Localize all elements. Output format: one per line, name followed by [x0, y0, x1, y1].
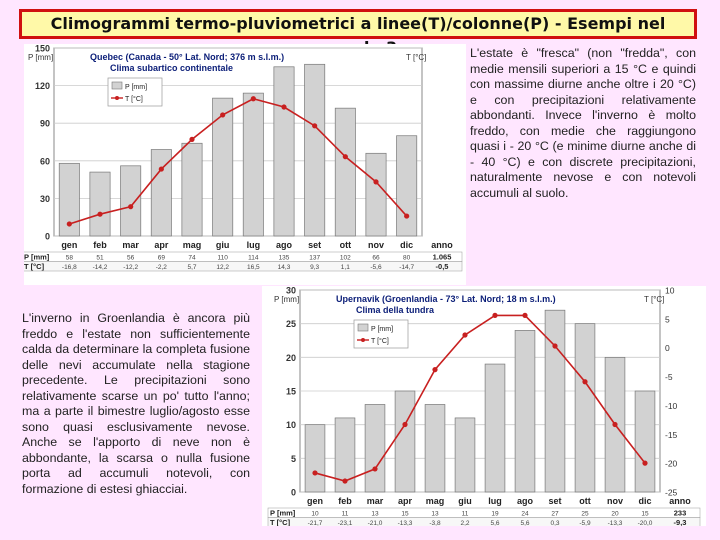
- table-cell: 16,5: [247, 264, 260, 271]
- left-axis-label: P [mm]: [274, 295, 300, 304]
- table-row-label: T [°C]: [24, 262, 45, 271]
- precipitation-bar: [274, 67, 294, 236]
- category-label: feb: [338, 496, 352, 506]
- precipitation-bar: [366, 153, 386, 236]
- annual-header: anno: [669, 496, 691, 506]
- table-cell: 74: [188, 254, 196, 262]
- category-label: mag: [425, 496, 445, 506]
- temperature-point: [281, 104, 286, 109]
- category-label: giu: [215, 240, 230, 250]
- table-cell: 12,2: [216, 264, 229, 271]
- left-tick-label: 30: [285, 286, 296, 296]
- table-cell: -16,8: [61, 264, 77, 271]
- table-row-label: P [mm]: [270, 508, 296, 518]
- table-cell: -23,1: [337, 520, 353, 526]
- table-cell: -5,6: [370, 264, 382, 271]
- temperature-point: [492, 313, 497, 318]
- table-cell: 24: [521, 510, 529, 518]
- precipitation-bar: [575, 324, 595, 492]
- text-groenlandia: L'inverno in Groenlandia è ancora più freddo e l'estate non sufficientemente calda da determinare la completa fusione delle nevi accumulate nella stagione precedente. Le precipitazioni sono relativamente scarse un po' tutto l'anno; ma a parte il bimestre luglio/agosto esse sono quasi esclusivamente nevose. Anche se l'apporto di neve non è abbondante, la scarsa o nulla fusione porta ad accumuli notevoli, con formazione di estesi ghiacciai.: [22, 311, 250, 496]
- table-cell: -13,3: [397, 520, 413, 526]
- left-tick-label: 90: [39, 118, 50, 129]
- temperature-point: [128, 204, 133, 209]
- category-label: apr: [397, 496, 413, 506]
- category-label: nov: [606, 496, 624, 506]
- precipitation-bar: [635, 391, 655, 492]
- table-cell: 66: [372, 254, 380, 262]
- category-label: mar: [366, 496, 384, 506]
- chart-quebec: [24, 44, 466, 285]
- table-cell: 137: [309, 254, 321, 262]
- precipitation-bar: [395, 391, 415, 492]
- table-cell: 5,6: [520, 520, 530, 526]
- table-cell: -5,9: [579, 520, 591, 526]
- category-label: lug: [488, 496, 502, 506]
- category-label: ago: [275, 240, 293, 250]
- table-cell: 20: [611, 510, 619, 518]
- table-cell: 110: [217, 254, 228, 262]
- left-tick-label: 5: [290, 453, 296, 464]
- category-label: apr: [154, 240, 169, 250]
- table-row-label: P [mm]: [24, 252, 50, 262]
- left-axis-label: P [mm]: [28, 53, 54, 62]
- precipitation-bar: [305, 425, 325, 492]
- annual-header: anno: [431, 240, 453, 250]
- category-label: mar: [122, 240, 139, 250]
- left-tick-label: 120: [34, 81, 50, 92]
- table-cell: -20,0: [637, 520, 653, 526]
- table-cell: -13,3: [607, 520, 623, 526]
- left-tick-label: 0: [290, 487, 296, 498]
- temperature-point: [97, 212, 102, 217]
- chart-subtitle: Clima subartico continentale: [110, 63, 234, 73]
- category-label: ago: [516, 496, 534, 506]
- precipitation-bar: [305, 64, 325, 236]
- chart-title: Upernavik (Groenlandia - 73° Lat. Nord; 18 m s.l.m.): [336, 294, 556, 304]
- category-label: mag: [182, 240, 202, 250]
- temperature-point: [462, 332, 467, 337]
- table-cell: 1,1: [340, 264, 350, 271]
- legend-bar-swatch: [358, 324, 368, 331]
- right-tick-label: 0: [665, 343, 670, 354]
- temperature-point: [67, 221, 72, 226]
- chart-upernavik-svg: [262, 286, 706, 526]
- category-label: lug: [246, 240, 261, 250]
- table-cell: -12,2: [123, 264, 139, 271]
- table-row: [268, 508, 700, 518]
- temperature-point: [343, 154, 348, 159]
- text-quebec: L'estate è "fresca" (non "fredda", con medie mensili superiori a 15 °C e quindi con massime diurne anche oltre i 20 °C) e con precipitazioni relativamente abbondanti. Invece l'inverno è molto freddo, con medie che raggiungono quasi i - 20 °C (e minime diurne anche di - 40 °C) e con discrete precipitazioni, naturalmente nevose e con notevoli accumuli al suolo.: [470, 46, 696, 200]
- table-cell: 13: [431, 510, 439, 518]
- precipitation-bar: [90, 172, 110, 236]
- legend-line-marker: [115, 96, 119, 100]
- table-cell: 135: [278, 254, 290, 262]
- table-cell: 0,3: [550, 520, 560, 526]
- table-cell: -2,2: [155, 264, 167, 271]
- category-label: feb: [93, 240, 107, 250]
- precipitation-bar: [485, 364, 505, 492]
- category-label: dic: [400, 240, 414, 250]
- temperature-point: [342, 478, 347, 483]
- table-cell: 25: [581, 510, 589, 518]
- right-tick-label: -20: [665, 458, 678, 469]
- table-cell: 58: [65, 254, 73, 262]
- chart-subtitle: Clima della tundra: [356, 305, 435, 315]
- right-tick-label: 10: [665, 286, 675, 296]
- table-cell: 15: [401, 510, 409, 518]
- table-cell: 5,7: [187, 264, 197, 271]
- table-row: [268, 518, 700, 527]
- table-cell: 13: [371, 510, 379, 518]
- table-cell: 51: [96, 254, 104, 262]
- table-cell: 114: [248, 254, 259, 262]
- precipitation-bar: [455, 418, 475, 492]
- left-tick-label: 0: [44, 231, 50, 242]
- precipitation-bar: [397, 136, 417, 236]
- legend-label-temperature: T [°C]: [371, 338, 389, 345]
- right-axis-label: T [°C]: [406, 53, 427, 62]
- category-label: ott: [579, 496, 591, 506]
- right-tick-label: -5: [665, 372, 673, 383]
- temperature-point: [251, 96, 256, 101]
- table-cell: 11: [461, 510, 469, 518]
- precipitation-bar: [335, 108, 355, 236]
- table-row-label: T [°C]: [270, 518, 291, 526]
- category-label: gen: [306, 496, 324, 506]
- table-annual-value: -9,3: [673, 518, 687, 526]
- precipitation-bar: [243, 93, 263, 236]
- table-row: [24, 252, 462, 262]
- left-tick-label: 60: [39, 156, 50, 167]
- precipitation-bar: [213, 98, 233, 236]
- left-tick-label: 30: [39, 193, 50, 204]
- table-cell: -14,2: [92, 264, 108, 271]
- precipitation-bar: [365, 404, 385, 492]
- category-label: giu: [458, 496, 472, 506]
- left-tick-label: 15: [285, 386, 296, 397]
- right-tick-label: 5: [665, 314, 670, 325]
- table-cell: 80: [403, 254, 411, 262]
- table-cell: 56: [127, 254, 135, 262]
- legend-label-temperature: T [°C]: [125, 96, 143, 103]
- right-tick-label: -15: [665, 429, 678, 440]
- table-cell: 27: [551, 510, 559, 518]
- table-cell: 9,3: [310, 264, 320, 271]
- chart-title: Quebec (Canada - 50° Lat. Nord; 376 m s.l.m.): [90, 52, 285, 62]
- table-row: [24, 262, 462, 272]
- chart-quebec-svg: [24, 44, 466, 285]
- precipitation-bar: [515, 330, 535, 492]
- temperature-point: [373, 179, 378, 184]
- table-cell: 10: [311, 510, 319, 518]
- table-cell: -3,8: [429, 520, 441, 526]
- precipitation-bar: [182, 143, 202, 236]
- right-tick-label: -10: [665, 400, 678, 411]
- table-cell: 11: [341, 510, 349, 518]
- left-tick-label: 20: [285, 352, 296, 363]
- category-label: dic: [638, 496, 652, 506]
- precipitation-bar: [121, 166, 141, 236]
- left-tick-label: 25: [285, 319, 296, 330]
- temperature-point: [372, 466, 377, 471]
- category-label: nov: [367, 240, 385, 250]
- precipitation-bar: [545, 310, 565, 492]
- temperature-point: [522, 313, 527, 318]
- table-cell: 19: [491, 510, 499, 518]
- chart-upernavik: [262, 286, 706, 526]
- temperature-point: [552, 343, 557, 348]
- temperature-point: [189, 137, 194, 142]
- table-cell: -14,7: [399, 264, 415, 271]
- temperature-point: [312, 123, 317, 128]
- temperature-point: [159, 166, 164, 171]
- category-label: gen: [61, 240, 78, 250]
- temperature-point: [612, 422, 617, 427]
- table-cell: -21,0: [367, 520, 383, 526]
- table-annual-value: -0,5: [435, 262, 449, 271]
- table-cell: 69: [157, 254, 165, 262]
- temperature-point: [432, 367, 437, 372]
- legend-line-marker: [361, 338, 365, 342]
- legend-bar-swatch: [112, 82, 122, 89]
- temperature-point: [312, 470, 317, 475]
- table-cell: -21,7: [307, 520, 323, 526]
- category-label: ott: [339, 240, 352, 250]
- legend-label-precipitation: P [mm]: [371, 326, 394, 333]
- table-annual-value: 1.065: [432, 252, 452, 262]
- table-cell: 2,2: [460, 520, 470, 526]
- table-cell: 5,6: [490, 520, 500, 526]
- legend-label-precipitation: P [mm]: [125, 84, 148, 91]
- temperature-point: [402, 422, 407, 427]
- table-cell: 102: [339, 254, 351, 262]
- temperature-point: [404, 213, 409, 218]
- right-axis-label: T [°C]: [644, 295, 665, 304]
- category-label: set: [308, 240, 322, 250]
- category-label: set: [548, 496, 562, 506]
- temperature-point: [220, 112, 225, 117]
- page-title: Climogrammi termo-pluviometrici a linee(T)/colonne(P) - Esempi nel: [19, 9, 697, 39]
- table-cell: 15: [641, 510, 649, 518]
- table-annual-value: 233: [673, 508, 687, 518]
- precipitation-bar: [425, 404, 445, 492]
- table-cell: 14,3: [277, 264, 291, 271]
- right-tick-label: -25: [665, 487, 678, 498]
- left-tick-label: 150: [34, 44, 50, 54]
- temperature-point: [582, 379, 587, 384]
- left-tick-label: 10: [285, 420, 296, 431]
- temperature-point: [642, 461, 647, 466]
